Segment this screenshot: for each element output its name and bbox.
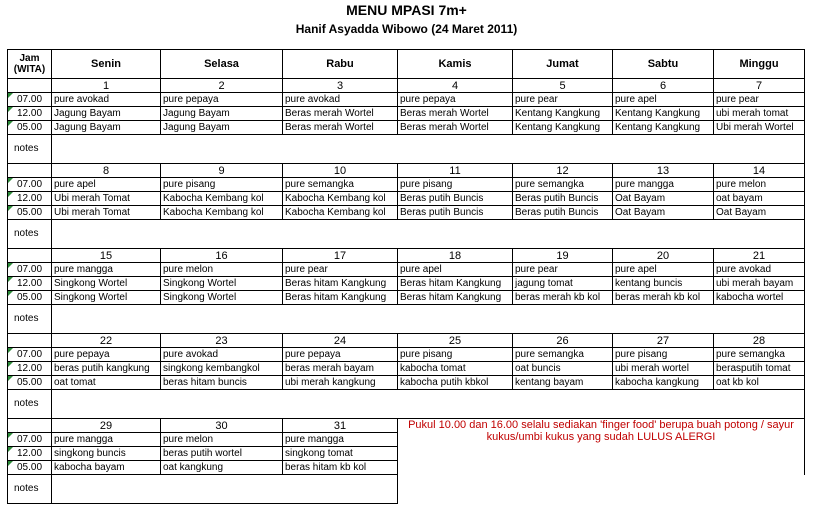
menu-cell[interactable]: beras putih wortel: [161, 447, 283, 461]
day-header: Kamis: [398, 50, 513, 79]
menu-cell[interactable]: oat kangkung: [161, 461, 283, 475]
date-row-spacer: [8, 249, 52, 263]
day-header: Selasa: [161, 50, 283, 79]
jam-label: Jam: [19, 53, 40, 64]
date-cell: 22: [52, 334, 161, 348]
date-cell: 8: [52, 164, 161, 178]
week-date-row: [8, 249, 805, 263]
date-cell: 30: [161, 419, 283, 433]
date-cell: 9: [161, 164, 283, 178]
menu-cell[interactable]: Beras hitam Kangkung: [283, 291, 398, 305]
date-cell: 11: [398, 164, 513, 178]
menu-cell[interactable]: Beras hitam Kangkung: [283, 277, 398, 291]
date-cell: 14: [714, 164, 805, 178]
time-label: 12.00: [16, 447, 43, 459]
notes-cell[interactable]: [52, 220, 805, 249]
date-cell: 23: [161, 334, 283, 348]
menu-table: [7, 49, 805, 504]
time-cell: [8, 277, 52, 291]
notes-row: [8, 220, 805, 249]
cell-comment-marker: [8, 107, 13, 112]
date-row-spacer: [8, 334, 52, 348]
meal-row: [8, 376, 805, 390]
meal-row: [8, 362, 805, 376]
date-cell: 4: [398, 79, 513, 93]
menu-cell[interactable]: pure mangga: [52, 433, 161, 447]
menu-cell[interactable]: oat buncis: [513, 362, 613, 376]
meal-row: [8, 178, 805, 192]
menu-cell[interactable]: ubi merah bayam: [714, 277, 805, 291]
menu-cell[interactable]: oat tomat: [52, 376, 161, 390]
date-cell: 12: [513, 164, 613, 178]
time-label: 07.00: [16, 93, 43, 105]
meal-row: [8, 291, 805, 305]
menu-cell[interactable]: Jagung Bayam: [161, 121, 283, 135]
notes-label: notes: [8, 390, 52, 419]
menu-cell[interactable]: kabocha kangkung: [613, 376, 714, 390]
time-cell: [8, 376, 52, 390]
date-cell: 27: [613, 334, 714, 348]
time-cell: [8, 362, 52, 376]
date-cell: 18: [398, 249, 513, 263]
time-label: 05.00: [16, 376, 43, 388]
page-subtitle: Hanif Asyadda Wibowo (24 Maret 2011): [295, 22, 518, 36]
cell-comment-marker: [8, 362, 13, 367]
menu-cell[interactable]: beras hitam kb kol: [283, 461, 398, 475]
date-cell: 2: [161, 79, 283, 93]
menu-cell[interactable]: beras hitam buncis: [161, 376, 283, 390]
menu-cell[interactable]: kentang buncis: [613, 277, 714, 291]
time-cell: [8, 93, 52, 107]
menu-cell[interactable]: pure mangga: [52, 263, 161, 277]
cell-comment-marker: [8, 178, 13, 183]
menu-cell[interactable]: kabocha wortel: [714, 291, 805, 305]
menu-cell[interactable]: pure avokad: [714, 263, 805, 277]
cell-comment-marker: [8, 192, 13, 197]
time-cell: [8, 348, 52, 362]
time-label: 07.00: [16, 263, 43, 275]
date-cell: 13: [613, 164, 714, 178]
menu-cell[interactable]: Beras putih Buncis: [398, 206, 513, 220]
menu-cell[interactable]: Beras merah Wortel: [283, 107, 398, 121]
notes-row: [8, 305, 805, 334]
time-cell: [8, 178, 52, 192]
menu-cell[interactable]: pure apel: [613, 263, 714, 277]
notes-label: notes: [8, 135, 52, 164]
cell-comment-marker: [8, 263, 13, 268]
date-cell: 5: [513, 79, 613, 93]
menu-cell[interactable]: Oat Bayam: [613, 206, 714, 220]
menu-cell[interactable]: ubi merah kangkung: [283, 376, 398, 390]
menu-cell[interactable]: kabocha tomat: [398, 362, 513, 376]
menu-cell[interactable]: pure pepaya: [398, 93, 513, 107]
menu-cell[interactable]: Kabocha Kembang kol: [283, 192, 398, 206]
notes-row: [8, 475, 805, 504]
menu-cell[interactable]: Singkong Wortel: [161, 277, 283, 291]
menu-cell[interactable]: kabocha putih kbkol: [398, 376, 513, 390]
menu-cell[interactable]: Jagung Bayam: [52, 121, 161, 135]
menu-cell[interactable]: ubi merah tomat: [714, 107, 805, 121]
date-row-spacer: [8, 419, 52, 433]
menu-cell[interactable]: Kentang Kangkung: [513, 121, 613, 135]
notes-cell[interactable]: [52, 390, 805, 419]
time-label: 05.00: [16, 206, 43, 218]
date-cell: 28: [714, 334, 805, 348]
time-label: 12.00: [16, 277, 43, 289]
time-cell: [8, 461, 52, 475]
menu-cell[interactable]: pure melon: [161, 433, 283, 447]
time-label: 05.00: [16, 121, 43, 133]
menu-cell[interactable]: pure apel: [398, 263, 513, 277]
cell-comment-marker: [8, 348, 13, 353]
time-label: 07.00: [16, 433, 43, 445]
cell-comment-marker: [8, 121, 13, 126]
menu-cell[interactable]: pure semangka: [283, 178, 398, 192]
date-cell: 20: [613, 249, 714, 263]
menu-cell[interactable]: Kentang Kangkung: [613, 121, 714, 135]
notes-label: notes: [8, 220, 52, 249]
menu-cell[interactable]: pure pepaya: [52, 348, 161, 362]
notes-label: notes: [8, 305, 52, 334]
menu-cell[interactable]: Kabocha Kembang kol: [283, 206, 398, 220]
date-cell: 15: [52, 249, 161, 263]
menu-cell[interactable]: kabocha bayam: [52, 461, 161, 475]
cell-comment-marker: [8, 447, 13, 452]
date-cell: 25: [398, 334, 513, 348]
menu-cell[interactable]: Beras merah Wortel: [283, 121, 398, 135]
time-label: 05.00: [16, 291, 43, 303]
menu-cell[interactable]: jagung tomat: [513, 277, 613, 291]
menu-cell[interactable]: pure semangka: [513, 178, 613, 192]
date-cell: 31: [283, 419, 398, 433]
menu-cell[interactable]: Oat Bayam: [613, 192, 714, 206]
wita-label: (WITA): [13, 64, 46, 75]
menu-cell[interactable]: Ubi merah Wortel: [714, 121, 805, 135]
menu-cell[interactable]: pure melon: [161, 263, 283, 277]
date-row-spacer: [8, 79, 52, 93]
menu-cell[interactable]: oat bayam: [714, 192, 805, 206]
menu-cell[interactable]: beras putih kangkung: [52, 362, 161, 376]
menu-cell[interactable]: Kabocha Kembang kol: [161, 206, 283, 220]
day-header: Sabtu: [613, 50, 714, 79]
date-cell: 19: [513, 249, 613, 263]
menu-cell[interactable]: beras merah kb kol: [513, 291, 613, 305]
time-label: 07.00: [16, 178, 43, 190]
meal-row: [8, 263, 805, 277]
menu-cell[interactable]: Kentang Kangkung: [513, 107, 613, 121]
date-row-spacer: [8, 164, 52, 178]
menu-cell[interactable]: Singkong Wortel: [52, 291, 161, 305]
menu-cell[interactable]: Beras putih Buncis: [398, 192, 513, 206]
menu-cell[interactable]: pure pisang: [398, 178, 513, 192]
date-cell: 29: [52, 419, 161, 433]
day-header: Jumat: [513, 50, 613, 79]
menu-cell[interactable]: Singkong Wortel: [161, 291, 283, 305]
finger-food-note: Pukul 10.00 dan 16.00 selalu sediakan 'finger food' berupa buah potong / sayur kukus/umbi kukus yang sudah LULUS ALERGI: [398, 419, 805, 475]
menu-cell[interactable]: pure mangga: [283, 433, 398, 447]
time-label: 12.00: [16, 192, 43, 204]
date-cell: 21: [714, 249, 805, 263]
menu-cell[interactable]: Beras merah Wortel: [398, 121, 513, 135]
time-label: 07.00: [16, 348, 43, 360]
week-date-row: [8, 334, 805, 348]
time-cell: [8, 263, 52, 277]
menu-cell[interactable]: pure pear: [513, 93, 613, 107]
menu-cell[interactable]: beras merah kb kol: [613, 291, 714, 305]
menu-cell[interactable]: Beras putih Buncis: [513, 192, 613, 206]
menu-cell[interactable]: berasputih tomat: [714, 362, 805, 376]
menu-cell[interactable]: Beras hitam Kangkung: [398, 277, 513, 291]
cell-comment-marker: [8, 277, 13, 282]
jam-header: [8, 50, 52, 79]
date-cell: 16: [161, 249, 283, 263]
menu-cell[interactable]: pure semangka: [513, 348, 613, 362]
header-row: [8, 50, 805, 79]
menu-cell[interactable]: pure pear: [714, 93, 805, 107]
cell-comment-marker: [8, 206, 13, 211]
menu-cell[interactable]: singkong tomat: [283, 447, 398, 461]
menu-cell[interactable]: Jagung Bayam: [161, 107, 283, 121]
meal-row: [8, 121, 805, 135]
date-cell: 7: [714, 79, 805, 93]
date-cell: 6: [613, 79, 714, 93]
page-title: MENU MPASI 7m+: [346, 2, 467, 18]
notes-row: [8, 390, 805, 419]
time-cell: [8, 433, 52, 447]
time-cell: [8, 121, 52, 135]
date-cell: 17: [283, 249, 398, 263]
menu-cell[interactable]: Beras putih Buncis: [513, 206, 613, 220]
date-cell: 1: [52, 79, 161, 93]
cell-comment-marker: [8, 93, 13, 98]
menu-cell[interactable]: ubi merah wortel: [613, 362, 714, 376]
menu-cell[interactable]: pure avokad: [283, 93, 398, 107]
week-date-row: [8, 419, 805, 433]
time-label: 12.00: [16, 107, 43, 119]
date-cell: 26: [513, 334, 613, 348]
menu-cell[interactable]: pure pisang: [613, 348, 714, 362]
menu-cell[interactable]: pure melon: [714, 178, 805, 192]
time-label: 05.00: [16, 461, 43, 473]
time-label: 12.00: [16, 362, 43, 374]
menu-cell[interactable]: pure pear: [283, 263, 398, 277]
menu-cell[interactable]: pure pepaya: [161, 93, 283, 107]
menu-cell[interactable]: pure mangga: [613, 178, 714, 192]
menu-cell[interactable]: Ubi merah Tomat: [52, 206, 161, 220]
week-date-row: [8, 79, 805, 93]
menu-cell[interactable]: oat kb kol: [714, 376, 805, 390]
date-cell: 10: [283, 164, 398, 178]
menu-cell[interactable]: Beras merah Wortel: [398, 107, 513, 121]
time-cell: [8, 291, 52, 305]
notes-cell[interactable]: [52, 305, 805, 334]
meal-row: [8, 107, 805, 121]
week-date-row: [8, 164, 805, 178]
cell-comment-marker: [8, 461, 13, 466]
menu-cell[interactable]: Singkong Wortel: [52, 277, 161, 291]
menu-cell[interactable]: beras merah bayam: [283, 362, 398, 376]
menu-cell[interactable]: pure apel: [52, 178, 161, 192]
meal-row: [8, 192, 805, 206]
cell-comment-marker: [8, 291, 13, 296]
notes-cell[interactable]: [52, 135, 805, 164]
time-cell: [8, 206, 52, 220]
date-cell: 3: [283, 79, 398, 93]
date-cell: 24: [283, 334, 398, 348]
menu-cell[interactable]: singkong buncis: [52, 447, 161, 461]
day-header: Minggu: [714, 50, 805, 79]
menu-cell[interactable]: Ubi merah Tomat: [52, 192, 161, 206]
menu-cell[interactable]: pure avokad: [52, 93, 161, 107]
meal-row: [8, 93, 805, 107]
cell-comment-marker: [8, 433, 13, 438]
day-header: Senin: [52, 50, 161, 79]
notes-cell[interactable]: [52, 475, 398, 504]
time-cell: [8, 192, 52, 206]
menu-cell[interactable]: pure pepaya: [283, 348, 398, 362]
time-cell: [8, 447, 52, 461]
menu-cell[interactable]: pure pear: [513, 263, 613, 277]
notes-row: [8, 135, 805, 164]
menu-cell[interactable]: pure avokad: [161, 348, 283, 362]
menu-cell[interactable]: pure semangka: [714, 348, 805, 362]
menu-cell[interactable]: Kabocha Kembang kol: [161, 192, 283, 206]
menu-cell[interactable]: Kentang Kangkung: [613, 107, 714, 121]
menu-cell[interactable]: singkong kembangkol: [161, 362, 283, 376]
meal-row: [8, 277, 805, 291]
cell-comment-marker: [8, 376, 13, 381]
menu-cell[interactable]: Jagung Bayam: [52, 107, 161, 121]
menu-cell[interactable]: Beras hitam Kangkung: [398, 291, 513, 305]
menu-cell[interactable]: kentang bayam: [513, 376, 613, 390]
time-cell: [8, 107, 52, 121]
notes-label: notes: [8, 475, 52, 504]
menu-cell[interactable]: pure pisang: [398, 348, 513, 362]
day-header: Rabu: [283, 50, 398, 79]
menu-cell[interactable]: pure apel: [613, 93, 714, 107]
meal-row: [8, 206, 805, 220]
meal-row: [8, 348, 805, 362]
menu-cell[interactable]: pure pisang: [161, 178, 283, 192]
menu-cell[interactable]: Oat Bayam: [714, 206, 805, 220]
